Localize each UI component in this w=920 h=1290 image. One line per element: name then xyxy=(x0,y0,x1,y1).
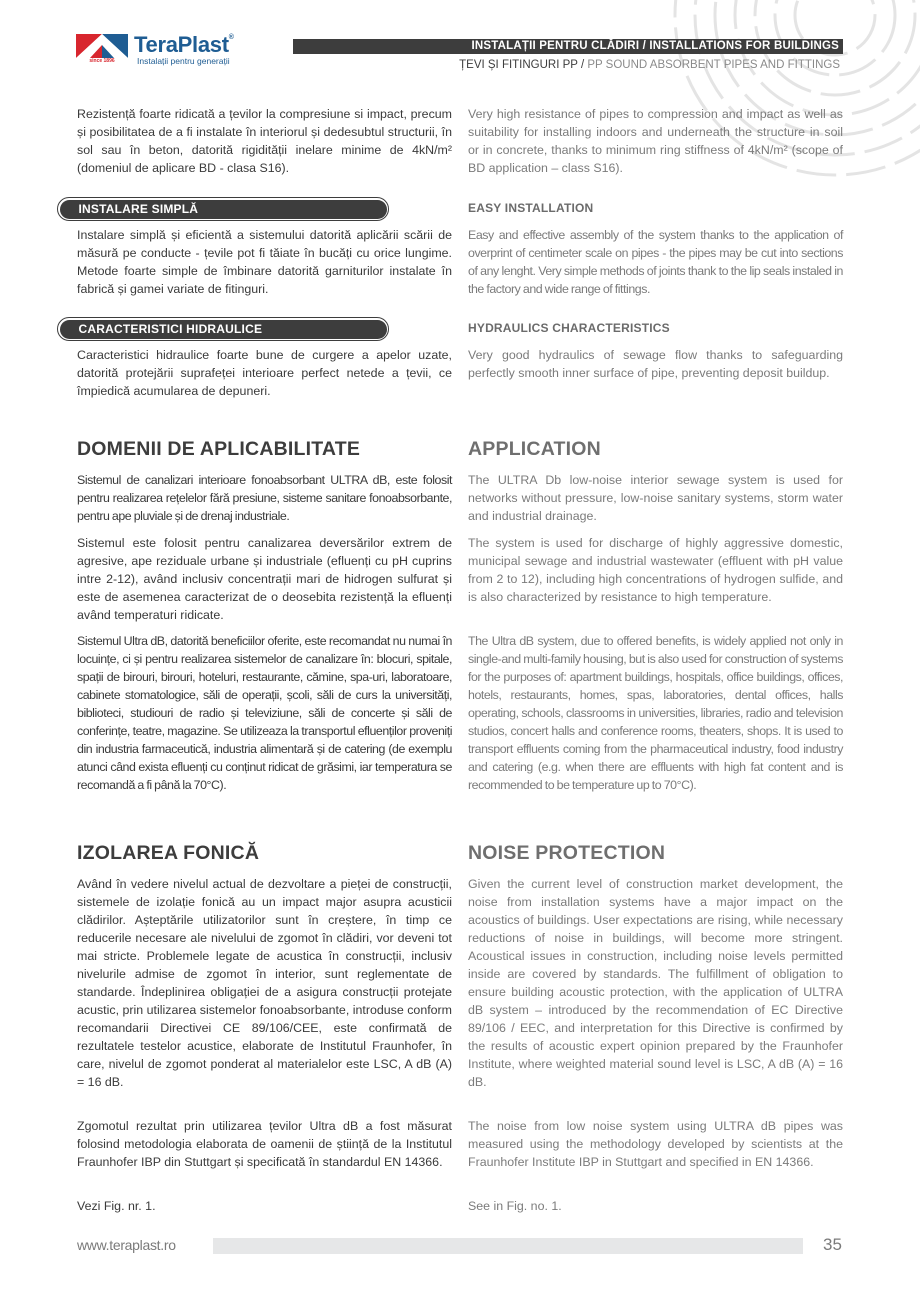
noise-ro-p2: Zgomotul rezultat prin utilizarea țevilor Ultra dB a fost măsurat folosind metodologia elaborata de oamenii de știință de la Institutul Fraunhofer IBP din Stuttgart și specificată în standardul EN 14366. xyxy=(77,1119,452,1169)
category-bar-text: INSTALAȚII PENTRU CLĂDIRI / INSTALLATIONS FOR BUILDINGS xyxy=(471,40,839,52)
heading-application-en: APPLICATION xyxy=(468,438,601,460)
application-ro-p2: Sistemul este folosit pentru canalizarea deversărilor extrem de agresive, ape reziduale urbane și industriale (efluenți cu pH cuprins intre 2-12), având inclusiv concentrații mari de hidrogen sulfurat și este de asemenea caracterizat de o deosebita rezistență la efluenți având temperaturi ridicate. xyxy=(77,536,452,622)
pill-heading-ro: INSTALARE SIMPLĂ xyxy=(60,200,387,219)
noise-en-p1: Given the current level of construction market development, the noise from installation systems have a major impact on the acoustics of buildings. User expectations are rising, while necessary reductions of noise in buildings, will become more stringent. Acoustical issues in construction, including noise levels permitted inside are covered by standards. The fulfillment of obligation to ensure building acoustic protection, with the application of ULTRA dB system – introduced by the recommendation of EC Directive 89/106 / EEC, and interpretation for this Directive is confirmed by the results of acoustic expert opinion prepared by the Fraunhofer Institute, where weighted material sound level is LSC, A dB (A) = 16 dB. xyxy=(468,877,843,1089)
heading-noise-ro: IZOLAREA FONICĂ xyxy=(77,842,260,864)
hydraulics-en: Very good hydraulics of sewage flow thanks to safeguarding perfectly smooth inner surface of pipe, preventing deposit buildup. xyxy=(468,348,843,380)
application-en-p1: The ULTRA Db low-noise interior sewage system is used for networks without pressure, low-noise sanitary systems, storm water and industrial drainage. xyxy=(468,473,843,523)
noise-en-p3: See in Fig. no. 1. xyxy=(468,1199,562,1213)
subheading-easy-installation-en: EASY INSTALLATION xyxy=(468,201,594,215)
heading-application-ro: DOMENII DE APLICABILITATE xyxy=(77,438,361,460)
noise-ro-p3: Vezi Fig. nr. 1. xyxy=(77,1199,156,1213)
easy-installation-en: Easy and effective assembly of the system thanks to the application of overprint of centimeter scale on pipes - the pipes may be cut into sections of any lenght. Very simple methods of joints thank to the lip seals instaled in the factory and wide range of fittings. xyxy=(468,228,843,296)
subheading-hydraulics-en: HYDRAULICS CHARACTERISTICS xyxy=(468,321,670,335)
pill-heading-ro: CARACTERISTICI HIDRAULICE xyxy=(60,320,387,339)
subcategory-en: PP SOUND ABSORBENT PIPES AND FITTINGS xyxy=(584,59,840,71)
application-en-p2: The system is used for discharge of highly aggressive domestic, municipal sewage and industrial wastewater (effluent with pH value from 2 to 12), including high concentrations of hydrogen sulfide, and is also characterized by resistance to high temperature. xyxy=(468,536,843,604)
section-pill-hydraulics xyxy=(57,317,389,341)
footer-website-link[interactable]: www.teraplast.ro xyxy=(77,1237,176,1253)
noise-en-p2: The noise from low noise system using ULTRA dB pipes was measured using the methodology developed by scientists at the Fraunhofer Institute IBP in Stuttgart and specified in EN 14366. xyxy=(468,1119,843,1169)
logo-since: since 1896 xyxy=(89,58,115,64)
logo-brand-name: TeraPlast® xyxy=(134,32,234,57)
heading-noise-en: NOISE PROTECTION xyxy=(468,842,666,864)
easy-installation-ro: Instalare simplă și eficientă a sistemului datorită aplicării scării de măsură pe conducte - țevile pot fi tăiate în bucăți cu orice lungime. Metode foarte simple de îmbinare datorită garniturilor instalate în fabrică și gamei variate de fitinguri. xyxy=(77,228,452,296)
footer-divider-bar xyxy=(213,1238,803,1254)
teraplast-logo[interactable] xyxy=(76,34,246,70)
subcategory-ro: ȚEVI ȘI FITINGURI PP / xyxy=(459,59,585,71)
page-number: 35 xyxy=(823,1235,842,1254)
subcategory-line xyxy=(459,59,840,71)
noise-ro-p1: Având în vedere nivelul actual de dezvoltare a pieței de construcții, sistemele de izolație fonică au un impact major asupra acusticii clădirilor. Așteptările utilizatorilor sunt în creștere, în timp ce reducerile necesare ale nivelului de zgomot în clădiri, vor deveni tot mai stricte. Problemele legate de acustica în construcții, inclusiv nivelurile admise de zgomot în interior, sunt reglementate de standarde. Îndeplinirea obligației de a asigura construcții protejate acustic, prin utilizarea sistemelor fonoabsorbante, introduse conform recomandarii Directivei CE 89/106/CEE, este confirmată de rezultatele testelor acustice, elaborate de Institutul Fraunhofer, în care, nivelul de zgomot ponderat al materialelor este LSC, A dB (A) = 16 dB. xyxy=(77,877,452,1089)
application-ro-p3: Sistemul Ultra dB, datorită beneficiilor oferite, este recomandat nu numai în locuințe, ci și pentru realizarea sistemelor de canalizare în: blocuri, spitale, spații de birouri, birouri, hoteluri, restaurante, cămine, spa-uri, laboratoare, cabinete stomatologice, săli de operații, școli, săli de curs la universități, biblioteci, studiouri de radio și televiziune, săli de concerte și săli de conferințe, teatre, magazine. Se utilizeaza la transportul efluenților proveniți din industria farmaceutică, industria alimentară și de catering (de exemplu atunci când exista efluenți cu conținut ridicat de grăsimi, iar temperatura se recomandă a fi până la 70°C). xyxy=(77,634,452,792)
logo-tagline: Instalații pentru generații xyxy=(137,56,230,66)
intro-ro: Rezistență foarte ridicată a țevilor la compresiune si impact, precum și posibilitatea de a fi instalate în interiorul și dedesubtul structurii, în sol sau în beton, datorită rigidității inelare minime de 4kN/m² (domeniul de aplicare BD - clasa S16). xyxy=(77,107,452,175)
intro-en: Very high resistance of pipes to compression and impact as well as suitability for installing indoors and underneath the structure in soil or in concrete, thanks to minimum ring stiffness of 4kN/m² (scope of BD application – class S16). xyxy=(468,107,843,175)
category-bar xyxy=(293,39,843,54)
application-ro-p1: Sistemul de canalizari interioare fonoabsorbant ULTRA dB, este folosit pentru realizarea rețelelor fără presiune, sisteme sanitare fonoabsorbante, pentru ape pluviale și de drenaj industriale. xyxy=(77,473,452,523)
application-en-p3: The Ultra dB system, due to offered benefits, is widely applied not only in single-and multi-family housing, but is also used for construction of systems for the purposes of: apartment buildings, hospitals, office buildings, offices, hotels, restaurants, homes, spas, laboratories, dental offices, halls operating, schools, classrooms in universities, libraries, radio and television studios, concert halls and conference rooms, theaters, shops. It is used to transport effluents coming from the pharmaceutical industry, food industry and catering (e.g. when there are effluents with high fat content and is recommended to be temperature up to 70°C). xyxy=(468,634,843,792)
section-pill-easy-installation xyxy=(57,197,389,221)
hydraulics-ro: Caracteristici hidraulice foarte bune de curgere a apelor uzate, datorită protejării suprafeței interioare perfect netede a țevii, ce împiedică acumularea de depuneri. xyxy=(77,348,452,398)
